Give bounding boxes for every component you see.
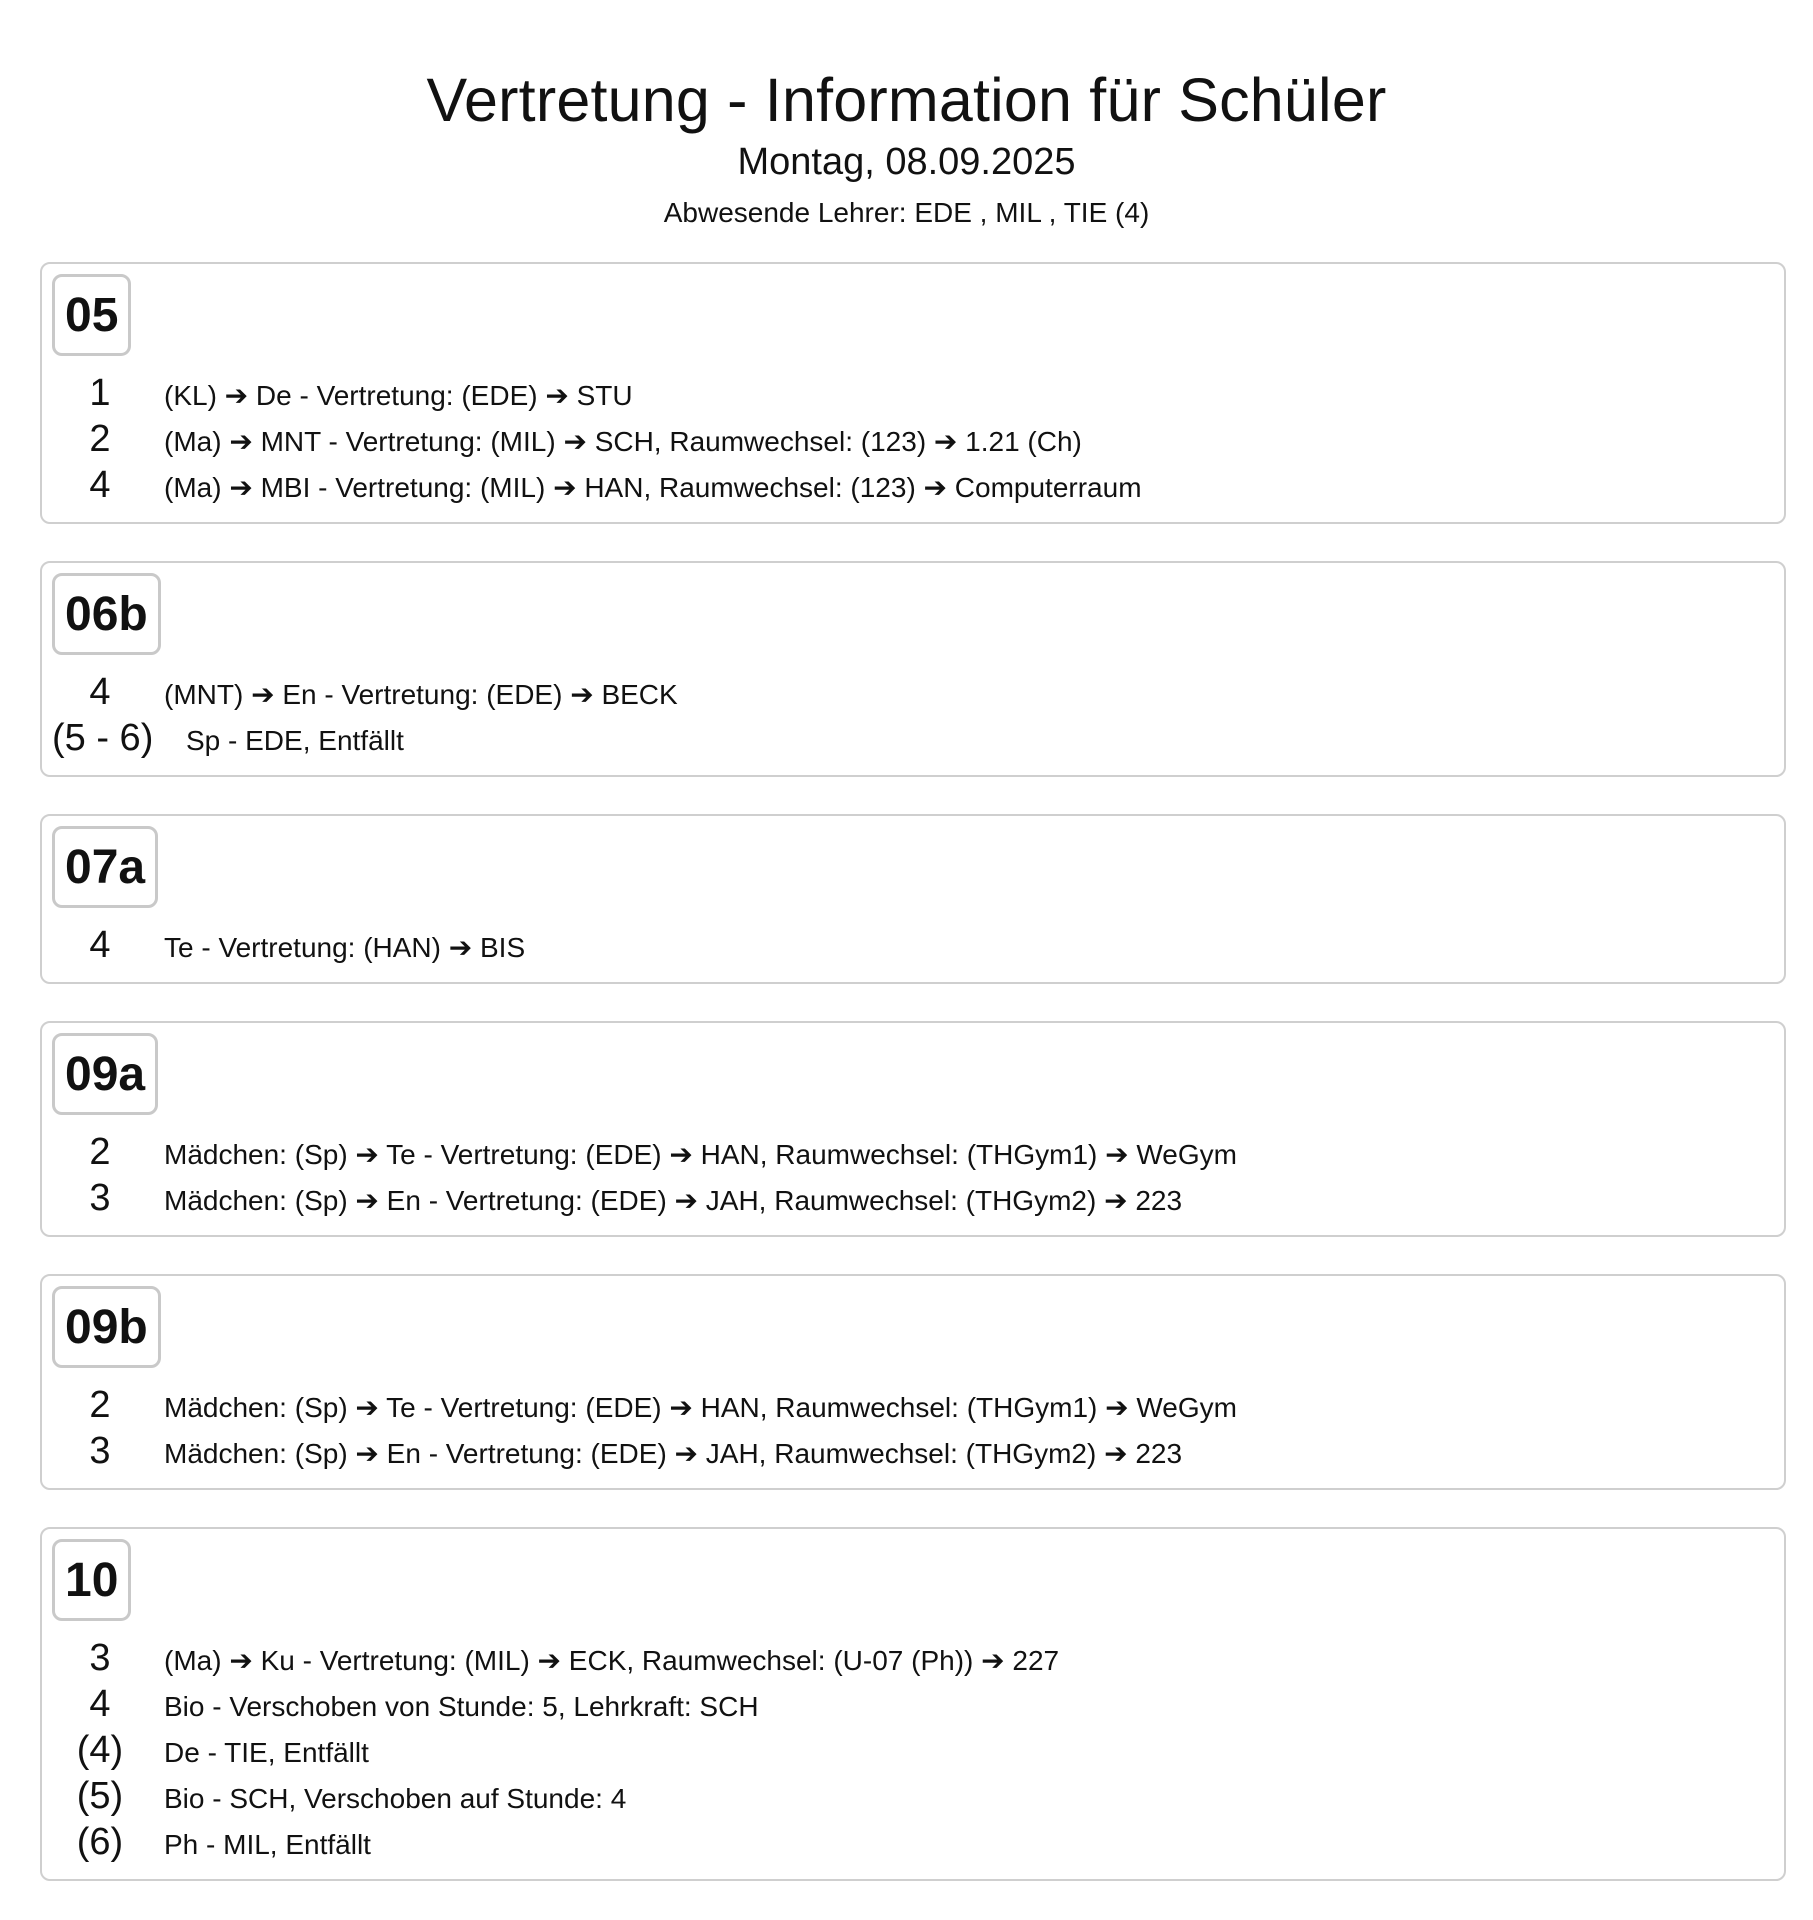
substitution-row [52, 464, 1784, 510]
substitution-row [52, 1821, 1784, 1867]
page-title: Vertretung - Information für Schüler [426, 66, 1387, 134]
substitution-sections [40, 262, 1786, 1918]
substitution-row [52, 924, 1784, 970]
substitution-row [52, 1683, 1784, 1729]
class-badge: 10 [52, 1539, 131, 1621]
class-badge: 05 [52, 274, 131, 356]
period-number: 4 [89, 671, 111, 713]
substitution-text: (Ma) ➔ MNT - Vertretung: (MIL) ➔ SCH, Raumwechsel: (123) ➔ 1.21 (Ch) [164, 426, 1082, 457]
class-section [40, 1527, 1786, 1881]
class-badge: 06b [52, 573, 161, 655]
class-badge: 09a [52, 1033, 158, 1115]
substitution-text: De - TIE, Entfällt [164, 1737, 369, 1768]
substitution-row [52, 1637, 1784, 1683]
substitution-text: Mädchen: (Sp) ➔ En - Vertretung: (EDE) ➔ JAH, Raumwechsel: (THGym2) ➔ 223 [164, 1438, 1183, 1469]
period-number: (4) [76, 1729, 124, 1771]
substitution-text: Bio - Verschoben von Stunde: 5, Lehrkraft: SCH [164, 1691, 759, 1722]
class-section [40, 1274, 1786, 1490]
period-number: 3 [89, 1177, 111, 1219]
period-number: 4 [89, 1683, 111, 1725]
absent-teachers: Abwesende Lehrer: EDE , MIL , TIE (4) [663, 197, 1150, 228]
substitution-text: (Ma) ➔ Ku - Vertretung: (MIL) ➔ ECK, Raumwechsel: (U-07 (Ph)) ➔ 227 [164, 1645, 1060, 1676]
substitution-list [52, 671, 1784, 763]
substitution-list [52, 372, 1784, 510]
class-badge: 09b [52, 1286, 161, 1368]
substitution-text: Ph - MIL, Entfällt [164, 1829, 371, 1860]
class-section [40, 1021, 1786, 1237]
period-number: (6) [76, 1821, 124, 1863]
substitution-row [52, 1729, 1784, 1775]
period-number: 2 [89, 1384, 111, 1426]
substitution-list [52, 1131, 1784, 1223]
substitution-row [52, 671, 1784, 717]
class-badge: 07a [52, 826, 158, 908]
substitution-row [52, 372, 1784, 418]
class-section [40, 814, 1786, 984]
substitution-text: (Ma) ➔ MBI - Vertretung: (MIL) ➔ HAN, Raumwechsel: (123) ➔ Computerraum [164, 472, 1142, 503]
period-number: (5 - 6) [52, 717, 154, 759]
page-header [0, 62, 1813, 230]
class-section [40, 561, 1786, 777]
substitution-text: Bio - SCH, Verschoben auf Stunde: 4 [164, 1783, 627, 1814]
period-number: 2 [89, 418, 111, 460]
substitution-row [52, 717, 1784, 763]
substitution-row [52, 418, 1784, 464]
substitution-text: Mädchen: (Sp) ➔ Te - Vertretung: (EDE) ➔ HAN, Raumwechsel: (THGym1) ➔ WeGym [164, 1139, 1237, 1170]
substitution-text: Mädchen: (Sp) ➔ Te - Vertretung: (EDE) ➔ HAN, Raumwechsel: (THGym1) ➔ WeGym [164, 1392, 1237, 1423]
substitution-row [52, 1384, 1784, 1430]
substitution-list [52, 1384, 1784, 1476]
substitution-row [52, 1131, 1784, 1177]
period-number: 4 [89, 924, 111, 966]
substitution-text: Te - Vertretung: (HAN) ➔ BIS [164, 932, 526, 963]
class-section [40, 262, 1786, 524]
page-date: Montag, 08.09.2025 [737, 141, 1076, 183]
substitution-text: Mädchen: (Sp) ➔ En - Vertretung: (EDE) ➔ JAH, Raumwechsel: (THGym2) ➔ 223 [164, 1185, 1183, 1216]
substitution-list [52, 1637, 1784, 1867]
substitution-list [52, 924, 1784, 970]
substitution-row [52, 1775, 1784, 1821]
substitution-text: (KL) ➔ De - Vertretung: (EDE) ➔ STU [164, 380, 633, 411]
substitution-text: Sp - EDE, Entfällt [186, 725, 404, 756]
period-number: 3 [89, 1637, 111, 1679]
substitution-row [52, 1430, 1784, 1476]
period-number: 2 [89, 1131, 111, 1173]
substitution-text: (MNT) ➔ En - Vertretung: (EDE) ➔ BECK [164, 679, 678, 710]
substitution-row [52, 1177, 1784, 1223]
period-number: 4 [89, 464, 111, 506]
period-number: (5) [76, 1775, 124, 1817]
period-number: 1 [89, 372, 111, 414]
period-number: 3 [89, 1430, 111, 1472]
